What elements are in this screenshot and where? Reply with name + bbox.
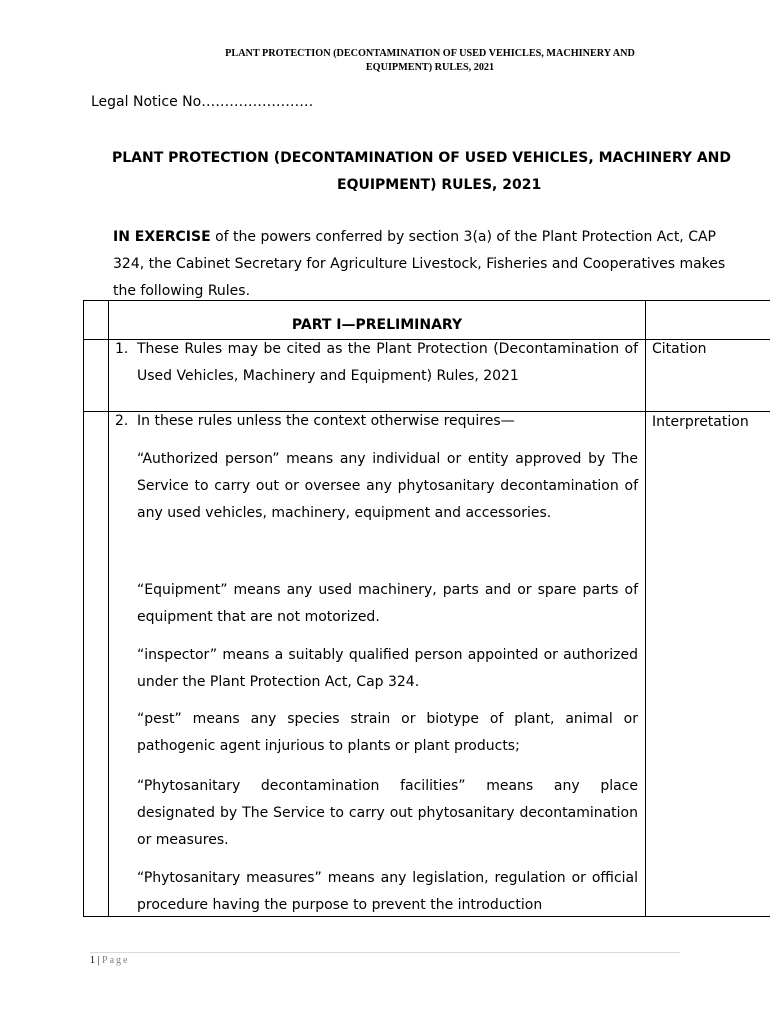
- page-number: 1: [90, 955, 95, 966]
- definition-pest: “pest” means any species strain or biotype of plant, animal or pathogenic agent injurious to plants or plant products;: [137, 711, 638, 754]
- running-header-line1: PLANT PROTECTION (DECONTAMINATION OF USED VEHICLES, MACHINERY AND: [225, 48, 635, 59]
- intro-line1: [113, 224, 770, 251]
- page-label: Page: [102, 955, 130, 966]
- definition-phytosanitary-facilities: “Phytosanitary decontamination facilities” means any place designated by The Service to carry out phytosanitary decontamination or measures.: [137, 778, 638, 848]
- rules-table: [83, 300, 770, 917]
- footer-divider: [90, 952, 680, 953]
- definition-equipment: “Equipment” means any used machinery, parts and or spare parts of equipment that are not motorized.: [137, 582, 638, 625]
- intro-bold-lead: IN EXERCISE: [113, 229, 211, 245]
- intro-line1-rest: of the powers conferred by section 3(a) of the Plant Protection Act, CAP: [210, 229, 717, 245]
- running-header: [150, 47, 710, 75]
- intro-line2: 324, the Cabinet Secretary for Agriculture Livestock, Fisheries and Cooperatives makes: [113, 256, 726, 272]
- title-line2: EQUIPMENT) RULES, 2021: [337, 177, 542, 193]
- rule-number: 1.: [115, 341, 129, 357]
- rule-text-interpretation: In these rules unless the context otherwise requires—: [137, 413, 515, 429]
- intro-line3: the following Rules.: [113, 283, 251, 299]
- table-column-divider: [645, 301, 646, 916]
- definition-phytosanitary-measures: “Phytosanitary measures” means any legislation, regulation or official procedure having the purpose to prevent the introduction: [137, 870, 638, 913]
- rule-text-citation: These Rules may be cited as the Plant Protection (Decontamination of Used Vehicles, Machinery and Equipment) Rules, 2021: [137, 341, 638, 384]
- table-column-divider: [108, 301, 109, 916]
- document-title: [112, 145, 770, 199]
- definition-inspector: “inspector” means a suitably qualified person appointed or authorized under the Plant Protection Act, Cap 324.: [137, 647, 638, 690]
- side-label-interpretation: Interpretation: [652, 414, 749, 430]
- side-label-citation: Citation: [652, 341, 707, 357]
- running-header-line2: EQUIPMENT) RULES, 2021: [365, 62, 495, 73]
- definition-authorized-person: “Authorized person” means any individual or entity approved by The Service to carry out or oversee any phytosanitary decontamination of any used vehicles, machinery, equipment and accessories.: [137, 451, 638, 521]
- rule-number: 2.: [115, 413, 129, 429]
- part-heading: PART I—PRELIMINARY: [291, 317, 463, 333]
- footer-separator: |: [97, 955, 100, 966]
- intro-paragraph: [113, 224, 770, 305]
- page-footer: [90, 954, 129, 968]
- title-line1: PLANT PROTECTION (DECONTAMINATION OF USED VEHICLES, MACHINERY AND: [112, 150, 732, 166]
- legal-notice: Legal Notice No……………………: [91, 94, 314, 110]
